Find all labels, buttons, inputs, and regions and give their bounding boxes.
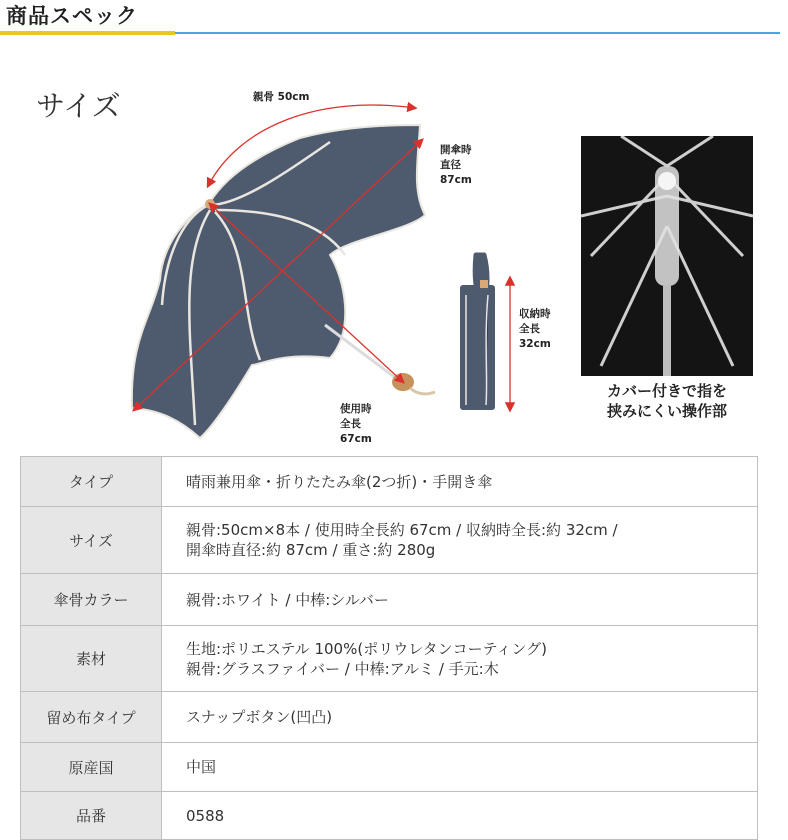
spec-row — [21, 457, 758, 507]
spec-value — [162, 457, 758, 507]
use-length-label: 使用時 全長 67cm — [340, 403, 372, 445]
spec-value — [162, 692, 758, 743]
spec-label: サイズ — [21, 507, 162, 574]
spec-value-line: スナップボタン(凹凸) — [186, 708, 333, 726]
folded-umbrella — [460, 255, 495, 410]
spec-row — [21, 574, 758, 626]
spec-row — [21, 743, 758, 792]
spec-value-line: 生地:ポリエステル 100%(ポリウレタンコーティング) — [186, 639, 547, 658]
spec-row — [21, 692, 758, 743]
photo-caption: カバー付きで指を 挟みにくい操作部 — [606, 382, 727, 420]
spec-label: 留め布タイプ — [21, 692, 162, 743]
spec-value — [162, 626, 758, 692]
spec-value-line: 開傘時直径:約 87cm / 重さ:約 280g — [186, 541, 436, 559]
spec-value — [162, 743, 758, 792]
size-heading: サイズ — [36, 89, 121, 123]
spec-label: 素材 — [21, 626, 162, 692]
spec-row — [21, 507, 758, 574]
section-title: 商品スペック — [6, 4, 138, 28]
spec-value — [162, 507, 758, 574]
umbrella-canopy — [132, 125, 425, 438]
spec-label: 品番 — [21, 792, 162, 840]
spec-label: 傘骨カラー — [21, 574, 162, 626]
spec-value-line: 晴雨兼用傘・折りたたみ傘(2つ折)・手開き傘 — [186, 472, 493, 491]
spec-label: 原産国 — [21, 743, 162, 792]
spec-table — [20, 456, 758, 840]
spec-value — [162, 792, 758, 840]
spec-label: タイプ — [21, 457, 162, 507]
spec-value-line: 親骨:グラスファイバー / 中棒:アルミ / 手元:木 — [186, 659, 499, 678]
folded-length-label: 収納時 全長 32cm — [519, 308, 551, 350]
spec-value-line: 中国 — [186, 758, 217, 776]
spec-value — [162, 574, 758, 626]
spec-row — [21, 626, 758, 692]
header-accent-bar — [0, 31, 175, 35]
open-diameter-label: 開傘時 直径 87cm — [440, 144, 472, 186]
open-umbrella — [132, 125, 435, 438]
operation-part-photo — [581, 136, 753, 376]
rib-length-label: 親骨 50cm — [253, 91, 310, 103]
spec-value-line: 親骨:ホワイト / 中棒:シルバー — [186, 590, 389, 609]
umbrella-diagram — [120, 80, 570, 450]
spec-row — [21, 792, 758, 840]
header-rule — [175, 32, 780, 34]
spec-value-line: 0588 — [186, 806, 225, 825]
spec-value-line: 親骨:50cm×8本 / 使用時全長約 67cm / 収納時全長:約 32cm / — [186, 521, 618, 539]
